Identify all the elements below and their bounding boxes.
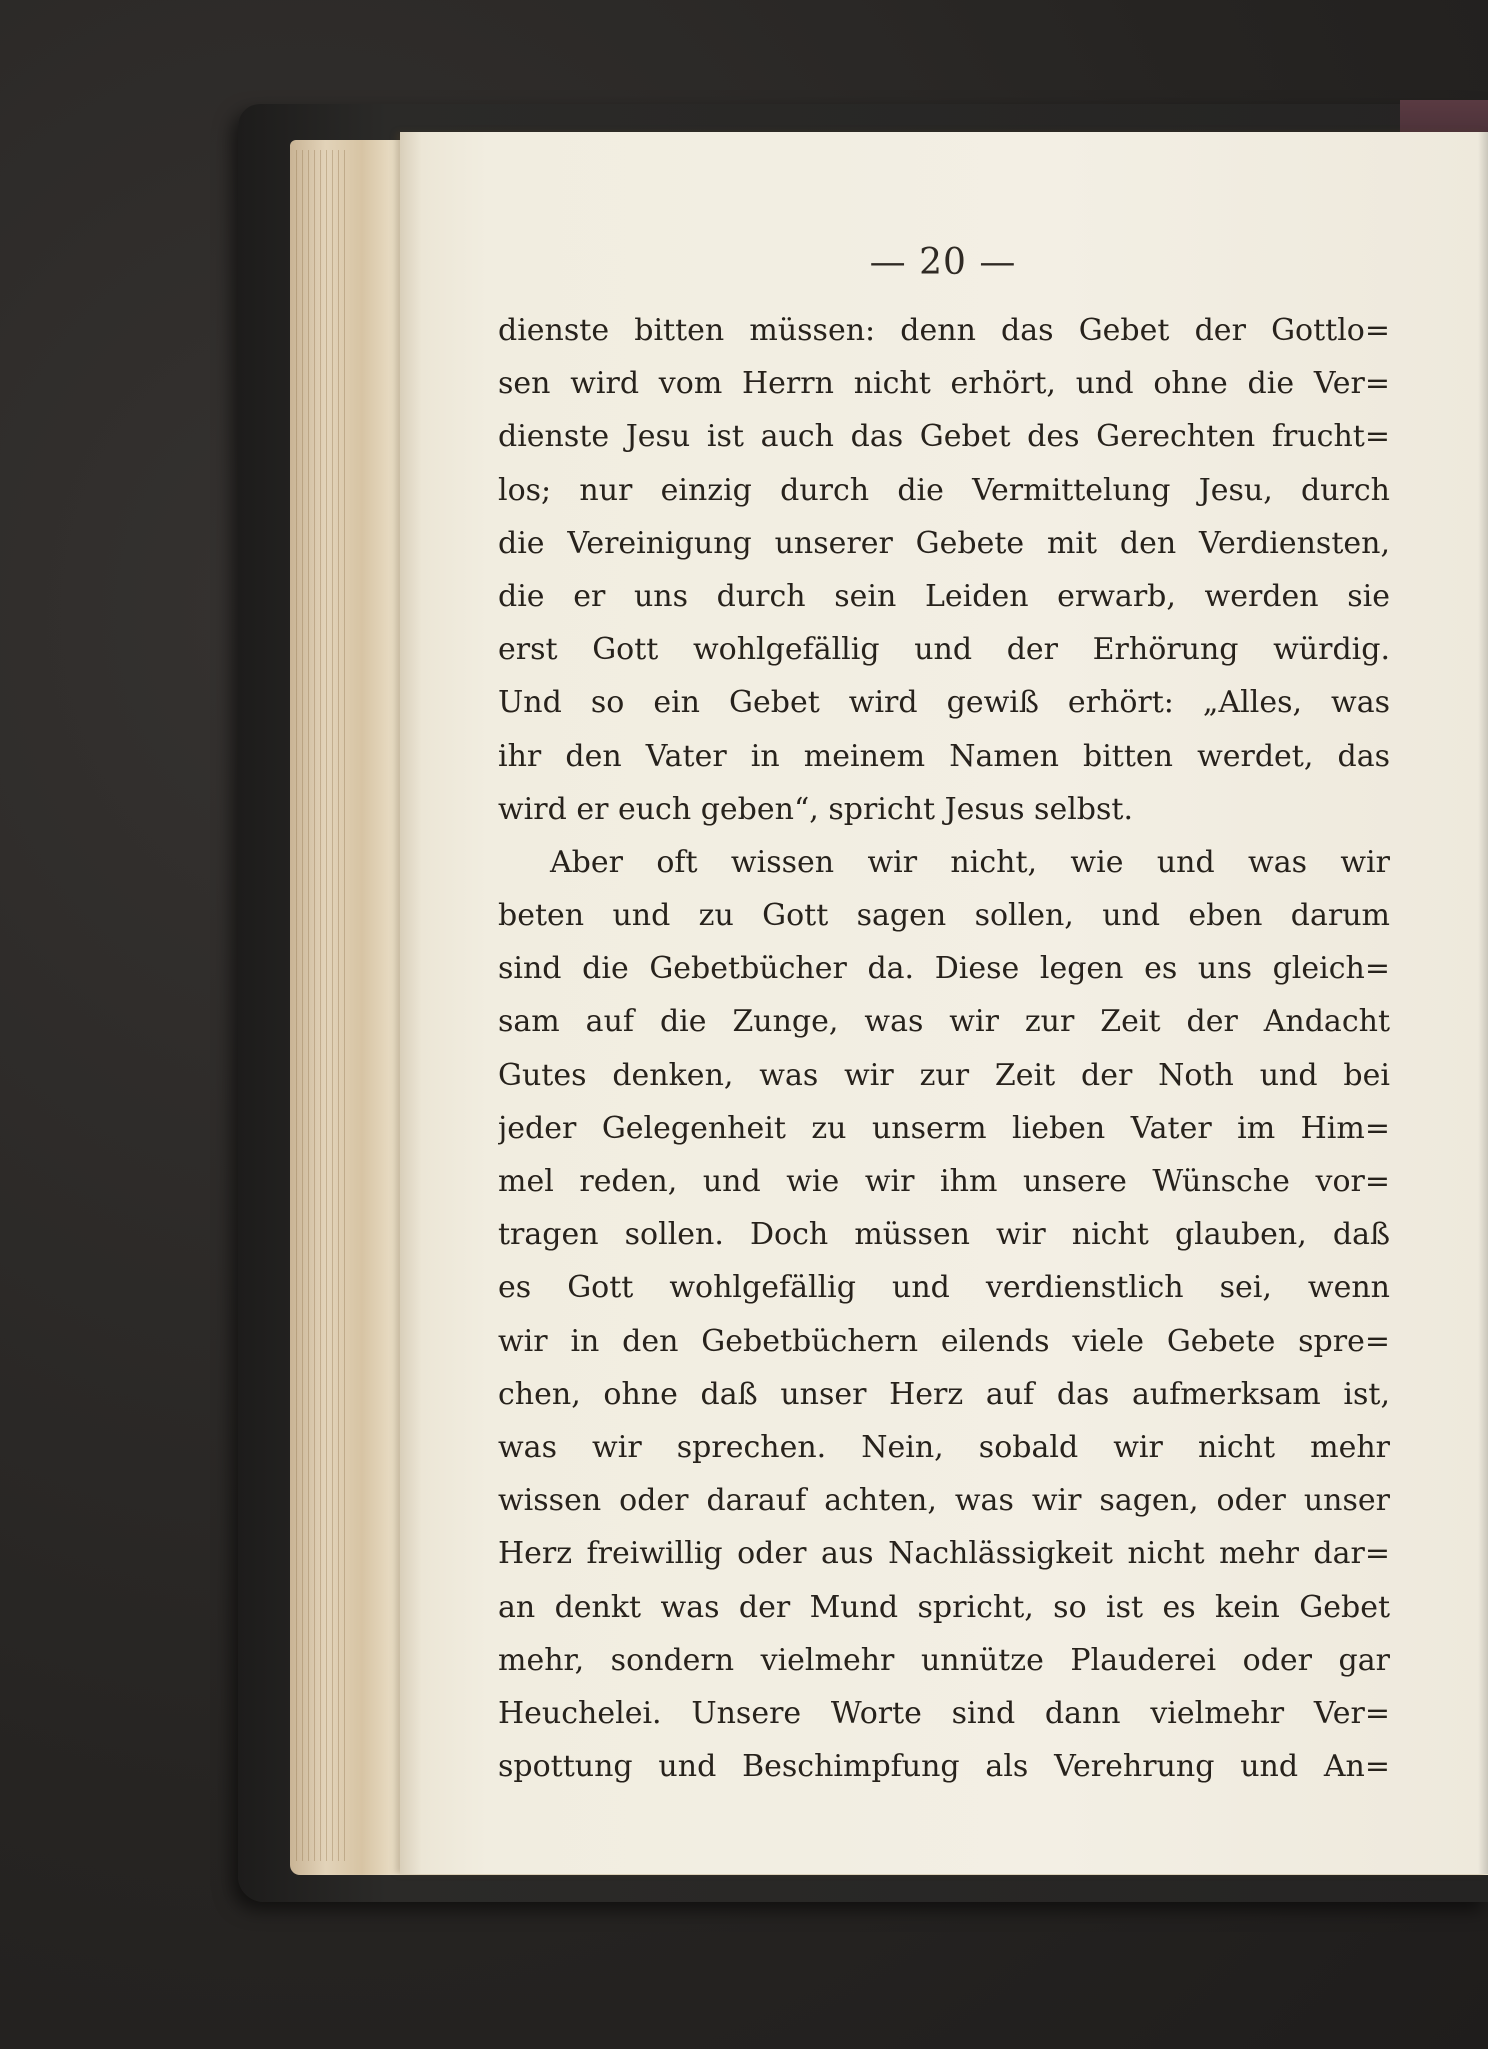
text-line: Herz freiwillig oder aus Nachlässigkeit nicht mehr dar=: [498, 1536, 1390, 1572]
text-line: mehr, sondern vielmehr unnütze Plauderei oder gar: [498, 1642, 1390, 1678]
text-line: wir in den Gebetbüchern eilends viele Gebete spre=: [498, 1323, 1390, 1359]
text-line: spottung und Beschimpfung als Verehrung und An=: [498, 1749, 1390, 1785]
text-line: Heuchelei. Unsere Worte sind dann vielmehr Ver=: [498, 1695, 1390, 1731]
text-line: wird er euch geben“, spricht Jesus selbst.: [498, 791, 1133, 827]
text-line: ihr den Vater in meinem Namen bitten werdet, das: [498, 738, 1390, 774]
text-line: Aber oft wissen wir nicht, wie und was wir: [550, 844, 1390, 880]
page-edge-shadow: [1478, 132, 1488, 1874]
text-line: Und so ein Gebet wird gewiß erhört: „Alles, was: [498, 685, 1390, 721]
text-line: die Vereinigung unserer Gebete mit den Verdiensten,: [498, 525, 1390, 561]
page-text: [498, 304, 1390, 1793]
text-line: sen wird vom Herrn nicht erhört, und ohne die Ver=: [498, 366, 1390, 402]
text-line: sam auf die Zunge, was wir zur Zeit der Andacht: [498, 1004, 1390, 1040]
text-line: an denkt was der Mund spricht, so ist es kein Gebet: [498, 1589, 1390, 1625]
text-line: sind die Gebetbücher da. Diese legen es uns gleich=: [498, 951, 1390, 987]
text-line: dienste bitten müssen: denn das Gebet der Gottlo=: [498, 313, 1390, 348]
page-number: — 20 —: [869, 242, 1017, 283]
text-line: los; nur einzig durch die Vermittelung Jesu, durch: [498, 472, 1390, 508]
text-line: tragen sollen. Doch müssen wir nicht glauben, daß: [498, 1217, 1390, 1253]
text-line: erst Gott wohlgefällig und der Erhörung würdig.: [498, 632, 1390, 668]
text-line: wissen oder darauf achten, was wir sagen, oder unser: [498, 1483, 1390, 1519]
text-line: die er uns durch sein Leiden erwarb, werden sie: [498, 578, 1390, 614]
text-line: jeder Gelegenheit zu unserm lieben Vater im Him=: [498, 1110, 1390, 1146]
text-line: beten und zu Gott sagen sollen, und eben darum: [498, 898, 1390, 934]
text-line: chen, ohne daß unser Herz auf das aufmerksam ist,: [498, 1376, 1390, 1412]
text-line: es Gott wohlgefällig und verdienstlich sei, wenn: [498, 1270, 1390, 1306]
text-line: was wir sprechen. Nein, sobald wir nicht mehr: [498, 1429, 1390, 1465]
text-line: dienste Jesu ist auch das Gebet des Gerechten frucht=: [498, 419, 1390, 455]
text-line: mel reden, und wie wir ihm unsere Wünsche vor=: [498, 1164, 1390, 1199]
text-line: Gutes denken, was wir zur Zeit der Noth und bei: [498, 1057, 1390, 1093]
